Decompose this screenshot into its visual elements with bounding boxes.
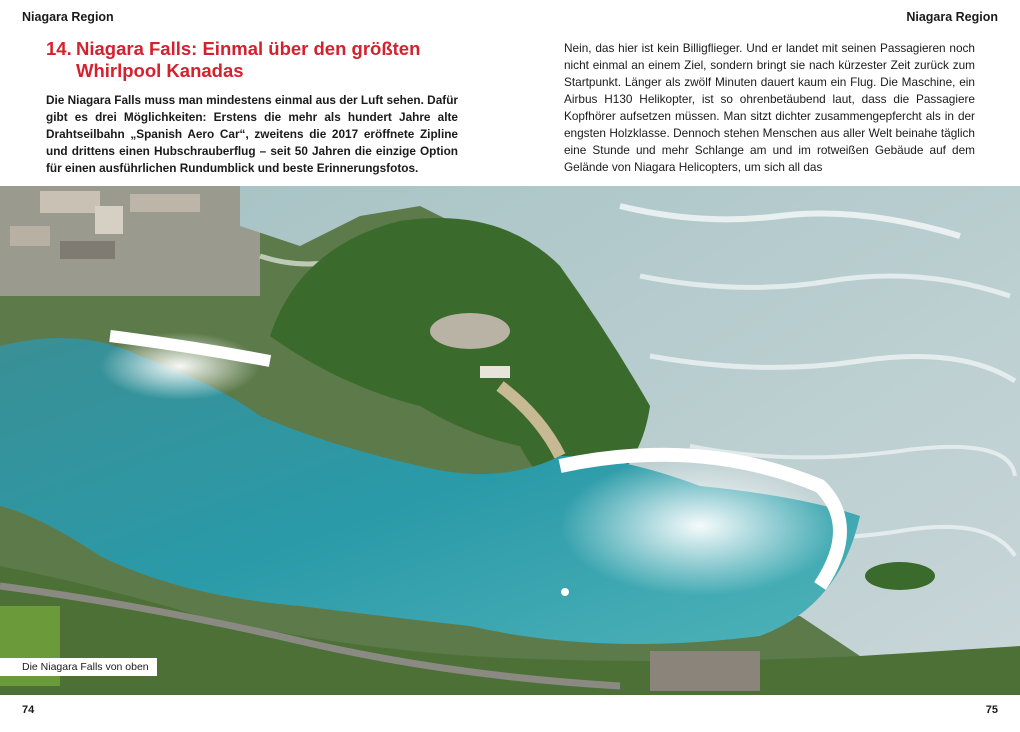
article-lead: Die Niagara Falls muss man mindestens einmal aus der Luft sehen. Dafür gibt es drei Möglichkeiten: Erstens die mehr als hundert Jahre alte Drahtseilbahn „Spanish Aero Car“, zweitens die 2017 eröffnete Zipline und drittens einen Hubschrauberflug – seit 50 Jahren die einzige Option für einen ausführlichen Rundumblick und beste Erinnerungsfotos. <box>46 93 458 175</box>
tour-boat <box>561 588 569 596</box>
aerial-photo-illustration <box>0 186 1020 695</box>
running-head-left: Niagara Region <box>22 10 114 24</box>
article-number: 14. <box>46 38 72 59</box>
niagara-falls-aerial-photo <box>0 186 1020 695</box>
falls-mist <box>560 456 840 596</box>
photo-caption: Die Niagara Falls von oben <box>0 658 157 676</box>
page-number-right: 75 <box>985 704 998 716</box>
article-body: Nein, das hier ist kein Billigflieger. Und er landet mit seinen Passagieren noch nicht einmal an einem Ziel, sondern bringt sie nach kürzester Zeit zurück zum Startpunkt. Länger als zwölf Minuten dauert kaum ein Flug. Die Maschine, ein Airbus H130 Helikopter, ist so ohrenbetäubend laut, dass die Passagiere Kopfhörer aufsetzen müssen. Man sitzt dichter zusammengepfercht als in der engsten Holzklasse. Dennoch stehen Menschen aus aller Welt beinahe täglich eine Stunde und mehr Schlange am und im rotweißen Gebäude auf dem Gelände von Niagara Helicopters, um sich all das <box>564 41 975 174</box>
buildings <box>650 651 760 691</box>
parking-lot <box>430 313 510 349</box>
article-title-line1: Niagara Falls: Einmal über den größten <box>76 38 421 59</box>
article-title <box>46 38 466 82</box>
running-head-right: Niagara Region <box>906 10 998 24</box>
article-title-line2: Whirlpool Kanadas <box>76 60 244 81</box>
page-number-left: 74 <box>22 704 35 716</box>
